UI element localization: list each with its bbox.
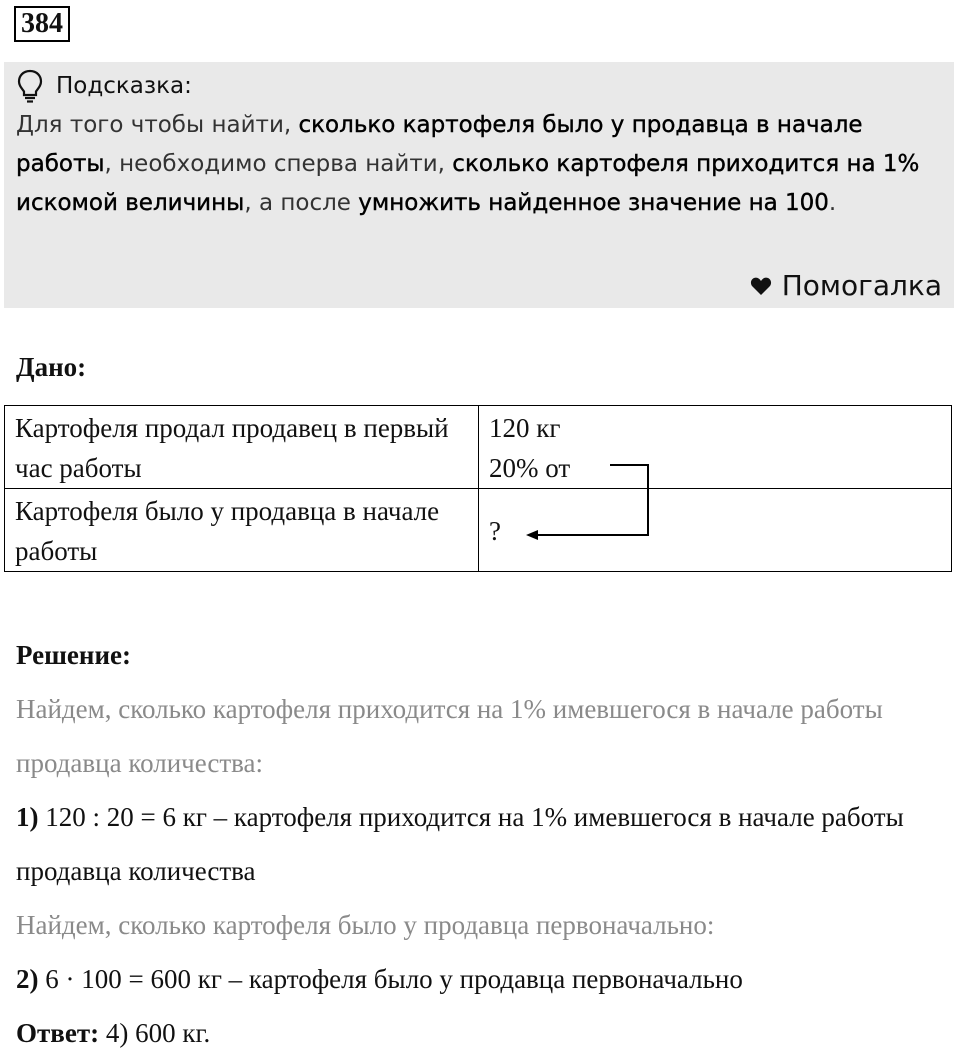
- step-text: 6 · 100 = 600 кг – картофеля было у продавца первоначально: [38, 964, 743, 994]
- solution: [16, 628, 946, 1060]
- given-table: [4, 405, 952, 572]
- given-percent: 20% от: [489, 453, 571, 483]
- hint-emphasis: сколько картофеля было у продавца в начале работы: [16, 112, 863, 177]
- table-row: [5, 406, 952, 489]
- hint-box: [4, 62, 954, 308]
- connector-arrow: [480, 405, 680, 555]
- step-number: 1): [16, 802, 39, 832]
- brand-name: Помогалка: [781, 269, 942, 302]
- solution-step-2: [16, 952, 946, 1006]
- brand: [750, 266, 942, 306]
- given-row2-left: Картофеля было у продавца в начале работы: [5, 489, 479, 572]
- hint-emphasis: сколько картофеля приходится на 1% искомой величины: [16, 151, 920, 216]
- lightbulb-icon: [16, 69, 44, 103]
- solution-label: Решение:: [16, 640, 131, 670]
- answer-label: Ответ:: [16, 1018, 100, 1048]
- table-row: [5, 489, 952, 572]
- answer-text: 4) 600 кг.: [99, 1018, 211, 1048]
- heart-icon: [750, 276, 772, 296]
- hint-header: [16, 66, 942, 106]
- given-label: Дано:: [16, 352, 87, 382]
- hint-text-run: , необходимо сперва найти,: [104, 151, 453, 177]
- hint-emphasis: умножить найденное значение на 100: [358, 190, 829, 216]
- unknown-value: ?: [489, 516, 501, 546]
- hint-title: Подсказка:: [56, 72, 192, 99]
- hint-text-run: , а после: [244, 190, 359, 216]
- solution-intro-2: Найдем, сколько картофеля было у продавца первоначально:: [16, 910, 715, 940]
- hint-text-run: Для того чтобы найти,: [16, 112, 299, 138]
- step-text: 120 : 20 = 6 кг – картофеля приходится на 1% имевшегося в начале работы продавца количества: [16, 802, 904, 886]
- solution-step-1: [16, 790, 946, 898]
- hint-text: [16, 106, 942, 223]
- given-value: 120 кг: [489, 413, 561, 443]
- step-number: 2): [16, 964, 39, 994]
- solution-intro-1: Найдем, сколько картофеля приходится на 1% имевшегося в начале работы продавца количества:: [16, 694, 883, 778]
- answer: [16, 1006, 946, 1060]
- hint-text-run: .: [828, 190, 837, 216]
- given-row1-left: Картофеля продал продавец в первый час работы: [5, 406, 479, 489]
- problem-number: 384: [14, 6, 70, 42]
